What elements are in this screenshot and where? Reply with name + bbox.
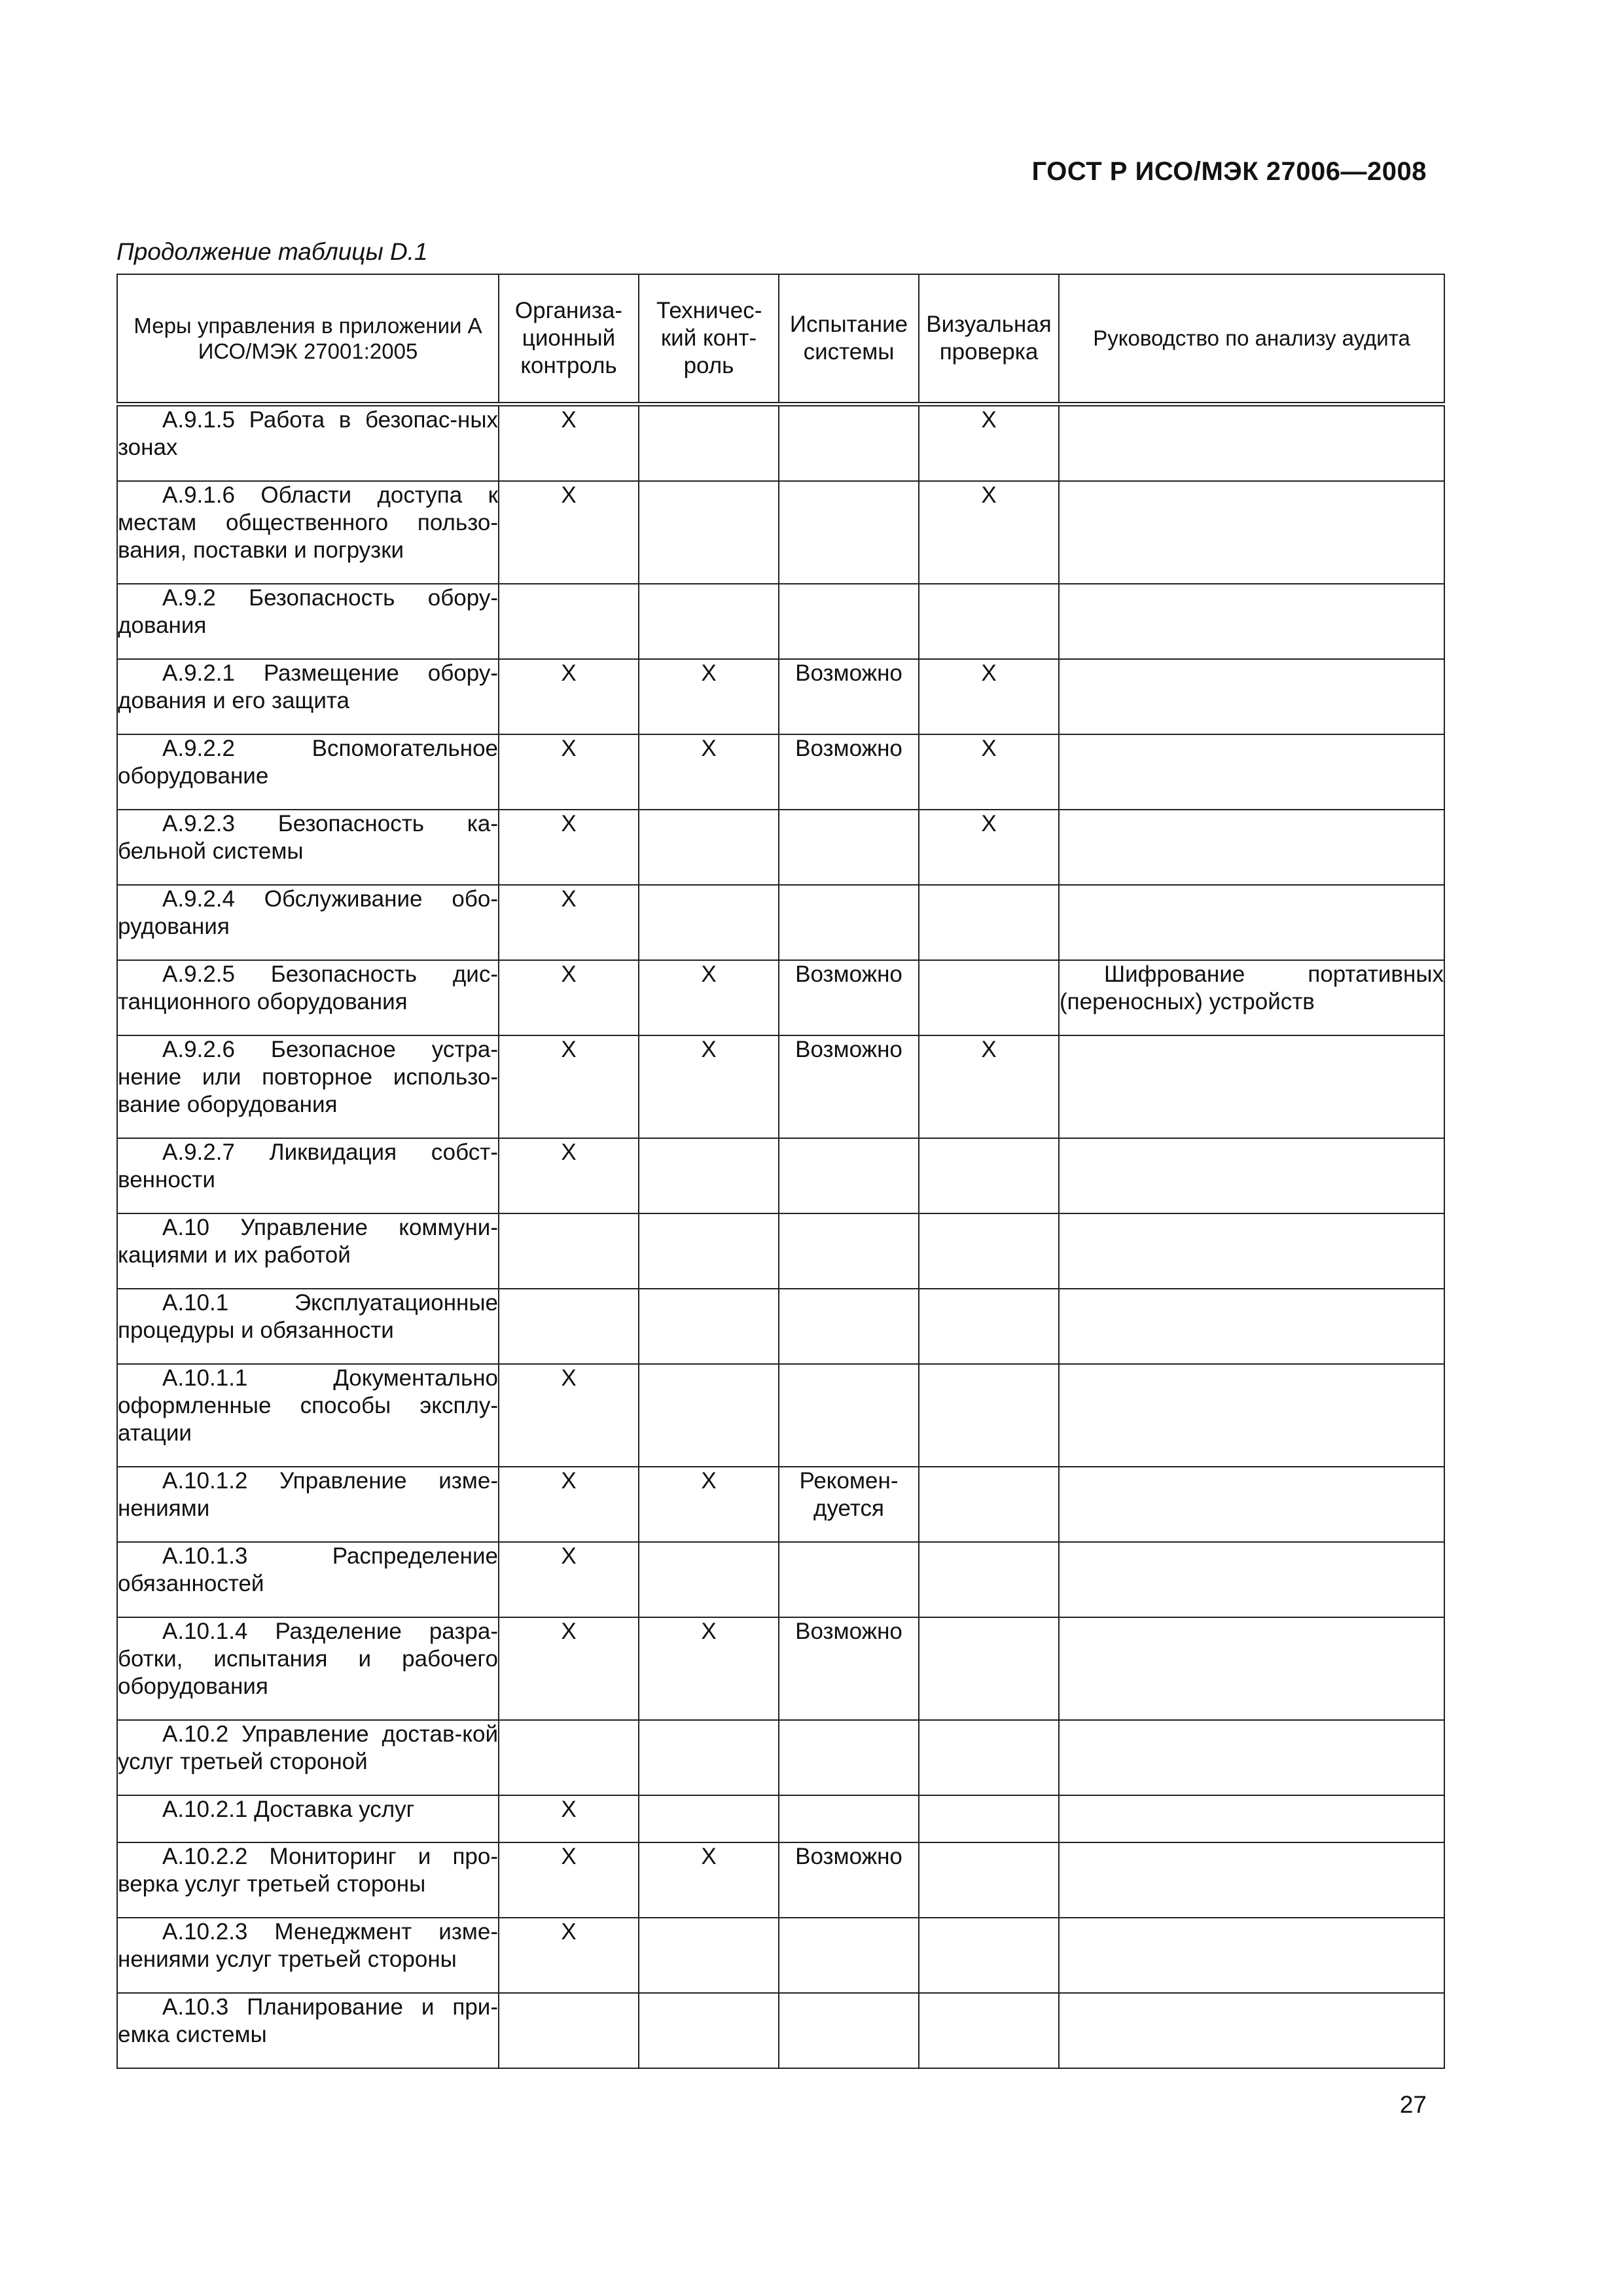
header-technical: Техничес-кий конт-роль	[639, 274, 779, 404]
visual-check-mark	[919, 960, 1059, 1035]
measure-cell	[117, 584, 499, 659]
technical-mark	[639, 481, 779, 584]
audit-guidance-cell	[1059, 1213, 1444, 1289]
organizational-mark: X	[499, 1467, 639, 1542]
visual-check-mark	[919, 1467, 1059, 1542]
system-test-mark	[779, 1542, 919, 1617]
measure-cell	[117, 404, 499, 482]
measure-cell	[117, 1617, 499, 1720]
measure-cell-text: А.9.2.7 Ликвидация собст-венности	[118, 1139, 498, 1193]
audit-guidance-cell	[1059, 1720, 1444, 1795]
table-row	[117, 1542, 1444, 1617]
technical-mark	[639, 1364, 779, 1467]
organizational-mark: X	[499, 734, 639, 810]
audit-guidance-cell-text: Шифрование портативных (переносных) устройств	[1060, 961, 1444, 1014]
measure-cell-text: А.10.1.4 Разделение разра-ботки, испытания и рабочего оборудования	[118, 1619, 498, 1699]
system-test-mark	[779, 404, 919, 482]
measure-cell	[117, 734, 499, 810]
measure-cell	[117, 885, 499, 960]
measure-cell-text: А.9.1.6 Области доступа к местам общественного пользо-вания, поставки и погрузки	[118, 482, 498, 563]
technical-mark: X	[639, 1467, 779, 1542]
measure-cell	[117, 1918, 499, 1993]
technical-mark: X	[639, 734, 779, 810]
system-test-mark: Возможно	[779, 659, 919, 734]
measure-cell-text: А.10.1.2 Управление изме-нениями	[118, 1468, 498, 1521]
measure-cell-text: А.9.2.2 Вспомогательное оборудование	[118, 736, 498, 789]
system-test-mark	[779, 885, 919, 960]
system-test-mark	[779, 584, 919, 659]
measure-cell	[117, 1213, 499, 1289]
system-test-mark: Возможно	[779, 734, 919, 810]
measure-cell	[117, 1795, 499, 1842]
organizational-mark	[499, 1213, 639, 1289]
header-system-test: Испытание системы	[779, 274, 919, 404]
measure-cell-text: А.9.2.4 Обслуживание обо-рудования	[118, 886, 498, 939]
table-row	[117, 1720, 1444, 1795]
measure-cell-text: А.10.1.1 Документально оформленные способы эксплу-атации	[118, 1365, 498, 1446]
table-row	[117, 1467, 1444, 1542]
audit-guidance-cell	[1059, 1138, 1444, 1213]
audit-guidance-cell	[1059, 659, 1444, 734]
visual-check-mark	[919, 1720, 1059, 1795]
organizational-mark: X	[499, 1364, 639, 1467]
measure-cell	[117, 1289, 499, 1364]
table-row	[117, 659, 1444, 734]
technical-mark	[639, 810, 779, 885]
organizational-mark: X	[499, 404, 639, 482]
measure-cell	[117, 1542, 499, 1617]
measure-cell-text: А.9.2.6 Безопасное устра-нение или повторное использо-вание оборудования	[118, 1037, 498, 1117]
system-test-mark: Рекомен-дуется	[779, 1467, 919, 1542]
visual-check-mark	[919, 885, 1059, 960]
measure-cell-text: А.9.1.5 Работа в безопас-ных зонах	[118, 407, 498, 460]
table-row	[117, 810, 1444, 885]
table-row	[117, 885, 1444, 960]
table-row	[117, 734, 1444, 810]
measure-cell-text: А.9.2.1 Размещение обору-дования и его защита	[118, 660, 498, 713]
technical-mark	[639, 1213, 779, 1289]
measure-cell-text: А.9.2 Безопасность обору-дования	[118, 585, 498, 638]
organizational-mark: X	[499, 1542, 639, 1617]
measure-cell	[117, 1035, 499, 1138]
measure-cell	[117, 1467, 499, 1542]
system-test-mark: Возможно	[779, 1617, 919, 1720]
audit-guidance-cell	[1059, 734, 1444, 810]
audit-guidance-cell	[1059, 1467, 1444, 1542]
visual-check-mark: X	[919, 659, 1059, 734]
audit-guidance-cell	[1059, 1795, 1444, 1842]
audit-guidance-cell	[1059, 1617, 1444, 1720]
table-row	[117, 1138, 1444, 1213]
measure-cell	[117, 1364, 499, 1467]
visual-check-mark	[919, 1138, 1059, 1213]
system-test-mark	[779, 1918, 919, 1993]
visual-check-mark	[919, 1364, 1059, 1467]
measure-cell	[117, 1720, 499, 1795]
measure-cell-text: А.10.1 Эксплуатационные процедуры и обязанности	[118, 1290, 498, 1343]
technical-mark	[639, 404, 779, 482]
table-row	[117, 1795, 1444, 1842]
visual-check-mark	[919, 1918, 1059, 1993]
table-row	[117, 1364, 1444, 1467]
header-organizational: Организа-ционный контроль	[499, 274, 639, 404]
technical-mark	[639, 1542, 779, 1617]
system-test-mark	[779, 1795, 919, 1842]
measure-cell-text: А.10 Управление коммуни-кациями и их работой	[118, 1215, 498, 1268]
controls-table	[116, 274, 1445, 2069]
page-number: 27	[1399, 2091, 1427, 2118]
technical-mark	[639, 1918, 779, 1993]
organizational-mark: X	[499, 960, 639, 1035]
measure-cell-text: А.10.3 Планирование и при-емка системы	[118, 1994, 498, 2047]
table-row	[117, 1289, 1444, 1364]
table-row	[117, 584, 1444, 659]
system-test-mark: Возможно	[779, 1035, 919, 1138]
visual-check-mark: X	[919, 404, 1059, 482]
table-row	[117, 960, 1444, 1035]
audit-guidance-cell	[1059, 1918, 1444, 1993]
system-test-mark	[779, 1993, 919, 2068]
measure-cell-text: А.9.2.5 Безопасность дис-танционного оборудования	[118, 961, 498, 1014]
organizational-mark: X	[499, 810, 639, 885]
system-test-mark: Возможно	[779, 1842, 919, 1918]
measure-cell	[117, 1138, 499, 1213]
audit-guidance-cell	[1059, 1842, 1444, 1918]
organizational-mark	[499, 1289, 639, 1364]
organizational-mark: X	[499, 1795, 639, 1842]
measure-cell	[117, 1842, 499, 1918]
measure-cell-text: А.10.1.3 Распределение обязанностей	[118, 1543, 498, 1596]
technical-mark: X	[639, 960, 779, 1035]
table-row	[117, 1213, 1444, 1289]
technical-mark	[639, 1993, 779, 2068]
table-header-row	[117, 274, 1444, 404]
system-test-mark	[779, 1720, 919, 1795]
audit-guidance-cell	[1059, 584, 1444, 659]
system-test-mark	[779, 1364, 919, 1467]
header-visual-check: Визуальная проверка	[919, 274, 1059, 404]
measure-cell-text: А.10.2.3 Менеджмент изме-нениями услуг третьей стороны	[118, 1919, 498, 1972]
organizational-mark	[499, 584, 639, 659]
technical-mark	[639, 584, 779, 659]
visual-check-mark: X	[919, 481, 1059, 584]
table-row	[117, 1617, 1444, 1720]
technical-mark	[639, 1289, 779, 1364]
audit-guidance-cell	[1059, 1993, 1444, 2068]
organizational-mark: X	[499, 1918, 639, 1993]
measure-cell-text: А.10.2 Управление достав-кой услуг третьей стороной	[118, 1721, 498, 1774]
table-row	[117, 404, 1444, 482]
visual-check-mark	[919, 1617, 1059, 1720]
technical-mark	[639, 1720, 779, 1795]
measure-cell	[117, 659, 499, 734]
audit-guidance-cell	[1059, 404, 1444, 482]
measure-cell	[117, 1993, 499, 2068]
table-row	[117, 1993, 1444, 2068]
organizational-mark: X	[499, 1138, 639, 1213]
audit-guidance-cell	[1059, 1542, 1444, 1617]
visual-check-mark	[919, 1289, 1059, 1364]
visual-check-mark	[919, 584, 1059, 659]
measure-cell-text: А.10.2.2 Мониторинг и про-верка услуг третьей стороны	[118, 1844, 498, 1897]
audit-guidance-cell	[1059, 481, 1444, 584]
technical-mark	[639, 1138, 779, 1213]
table-row	[117, 1035, 1444, 1138]
table-row	[117, 481, 1444, 584]
technical-mark: X	[639, 1617, 779, 1720]
audit-guidance-cell	[1059, 885, 1444, 960]
measure-cell-text: А.10.2.1 Доставка услуг	[162, 1797, 415, 1822]
organizational-mark: X	[499, 481, 639, 584]
visual-check-mark: X	[919, 734, 1059, 810]
visual-check-mark	[919, 1213, 1059, 1289]
organizational-mark: X	[499, 1842, 639, 1918]
measure-cell	[117, 810, 499, 885]
measure-cell-text: А.9.2.3 Безопасность ка-бельной системы	[118, 811, 498, 864]
table-row	[117, 1842, 1444, 1918]
audit-guidance-cell	[1059, 810, 1444, 885]
organizational-mark	[499, 1720, 639, 1795]
organizational-mark: X	[499, 885, 639, 960]
organizational-mark: X	[499, 1617, 639, 1720]
document-header: ГОСТ Р ИСО/МЭК 27006—2008	[1031, 157, 1427, 186]
system-test-mark	[779, 1289, 919, 1364]
audit-guidance-cell	[1059, 1035, 1444, 1138]
system-test-mark: Возможно	[779, 960, 919, 1035]
organizational-mark: X	[499, 659, 639, 734]
organizational-mark	[499, 1993, 639, 2068]
visual-check-mark	[919, 1842, 1059, 1918]
audit-guidance-cell	[1059, 1364, 1444, 1467]
table-row	[117, 1918, 1444, 1993]
audit-guidance-cell	[1059, 1289, 1444, 1364]
system-test-mark	[779, 481, 919, 584]
visual-check-mark	[919, 1795, 1059, 1842]
table-caption: Продолжение таблицы D.1	[116, 238, 428, 265]
header-measures: Меры управления в приложении А ИСО/МЭК 27001:2005	[117, 274, 499, 404]
technical-mark: X	[639, 1035, 779, 1138]
audit-guidance-cell	[1059, 960, 1444, 1035]
technical-mark	[639, 885, 779, 960]
organizational-mark: X	[499, 1035, 639, 1138]
visual-check-mark	[919, 1542, 1059, 1617]
measure-cell	[117, 481, 499, 584]
technical-mark: X	[639, 659, 779, 734]
system-test-mark	[779, 810, 919, 885]
visual-check-mark	[919, 1993, 1059, 2068]
technical-mark	[639, 1795, 779, 1842]
technical-mark: X	[639, 1842, 779, 1918]
visual-check-mark: X	[919, 1035, 1059, 1138]
visual-check-mark: X	[919, 810, 1059, 885]
header-audit-guidance: Руководство по анализу аудита	[1059, 274, 1444, 404]
system-test-mark	[779, 1213, 919, 1289]
measure-cell	[117, 960, 499, 1035]
system-test-mark	[779, 1138, 919, 1213]
